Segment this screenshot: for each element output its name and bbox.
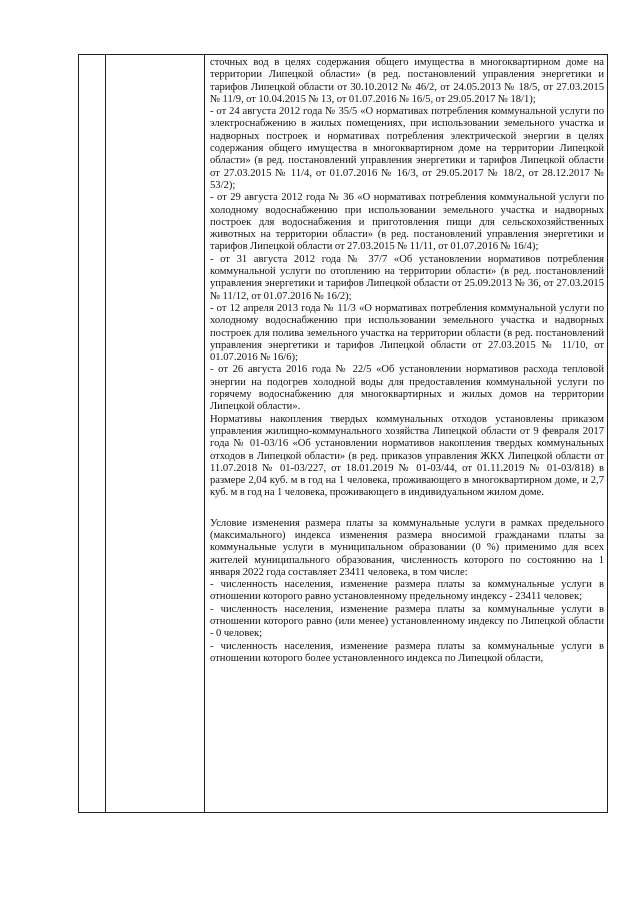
table-column-name [106,55,205,812]
paragraph-population-equal-or-less: - численность населения, изменение размера платы за коммунальные услуги в отношении которого равно (или менее) установленному индексу по Липецкой области - 0 человек; [210,603,604,640]
document-table [78,54,608,813]
paragraph-electricity-norms: - от 24 августа 2012 года № 35/5 «О нормативах потребления коммунальной услуги по электроснабжению в жилых помещениях, при использовании земельного участка и надворных построек и нормативах потребления электрической энергии в целях содержания общего имущества в многоквартирном доме на территории Липецкой области» (в ред. постановлений управления энергетики и тарифов Липецкой области от 27.03.2015 № 11/4, от 01.07.2016 № 16/3, от 29.05.2017 № 18/2, от 28.12.2017 № 53/2); [210,106,604,191]
paragraph-cold-water-animals: - от 29 августа 2012 года № 36 «О нормативах потребления коммунальной услуги по холодному водоснабжению при использовании земельного участка и надворных построек для водоснабжения и приготовления пищи для сельскохозяйственных животных на территории области» (в ред. постановлений управления энергетики и тарифов Липецкой области от 27.03.2015 № 11/11, от 01.07.2016 № 16/4); [210,192,604,253]
table-column-content [205,55,607,812]
paragraph-cold-water-irrigation: - от 12 апреля 2013 года № 11/3 «О нормативах потребления коммунальной услуги по холодному водоснабжению при использовании земельного участка и надворных построек для полива земельного участка на территории области (в ред. постановлений управления энергетики и тарифов Липецкой области от 27.03.2015 № 11/10, от 01.07.2016 № 16/6); [210,302,604,364]
paragraph-spacer [210,500,604,518]
paragraph-solid-waste-norms: Нормативы накопления твердых коммунальных отходов установлены приказом управления жилищно-коммунального хозяйства Липецкой области от 9 февраля 2017 года № 01-03/16 «Об установлении нормативов накопления твердых коммунальных отходов в Липецкой области» (в ред. приказов управления ЖКХ Липецкой области от 11.07.2018 № 01-03/227, от 18.01.2019 № 01-03/44, от 01.11.2019 № 01-03/818) в размере 2,04 куб. м в год на 1 человека, проживающего в многоквартирном доме, и 2,7 куб. м в год на 1 человека, проживающего в индивидуальном жилом доме. [210,413,604,499]
paragraph-payment-condition: Условие изменения размера платы за коммунальные услуги в рамках предельного (максимального) индекса изменения размера вносимой гражданами платы за коммунальные услуги в муниципальном образовании (0 %) применимо для всех жителей муниципального образования, численность которого по состоянию на 1 января 2022 года составляет 23411 человека, в том числе: [210,517,604,578]
paragraph-heat-energy-norms: - от 26 августа 2016 года № 22/5 «Об установлении нормативов расхода тепловой энергии на подогрев холодной воды для предоставления коммунальной услуги по горячему водоснабжению для многоквартирных и жилых домов на территории Липецкой области». [210,364,604,413]
paragraph-population-above-index: - численность населения, изменение размера платы за коммунальные услуги в отношении которого более установленного индекса по Липецкой области, [210,640,604,664]
paragraph-heating-norms: - от 31 августа 2012 года № 37/7 «Об установлении нормативов потребления коммунальной услуги по отоплению на территории области» (в ред. постановлений управления энергетики и тарифов Липецкой области от 25.09.2013 № 36, от 27.03.2015 № 11/12, от 01.07.2016 № 16/2); [210,253,604,302]
paragraph-wastewater-tail: сточных вод в целях содержания общего имущества в многоквартирном доме на территории Липецкой области» (в ред. постановлений управления энергетики и тарифов Липецкой области от 30.10.2012 № 46/2, от 24.05.2013 № 18/5, от 27.03.2015 № 11/9, от 10.04.2015 № 13, от 01.07.2016 № 16/5, от 29.05.2017 № 18/1); [210,57,604,105]
table-column-number [79,55,106,812]
paragraph-population-equal-limit: - численность населения, изменение размера платы за коммунальные услуги в отношении которого равно установленному предельному индексу - 23411 человек; [210,579,604,603]
